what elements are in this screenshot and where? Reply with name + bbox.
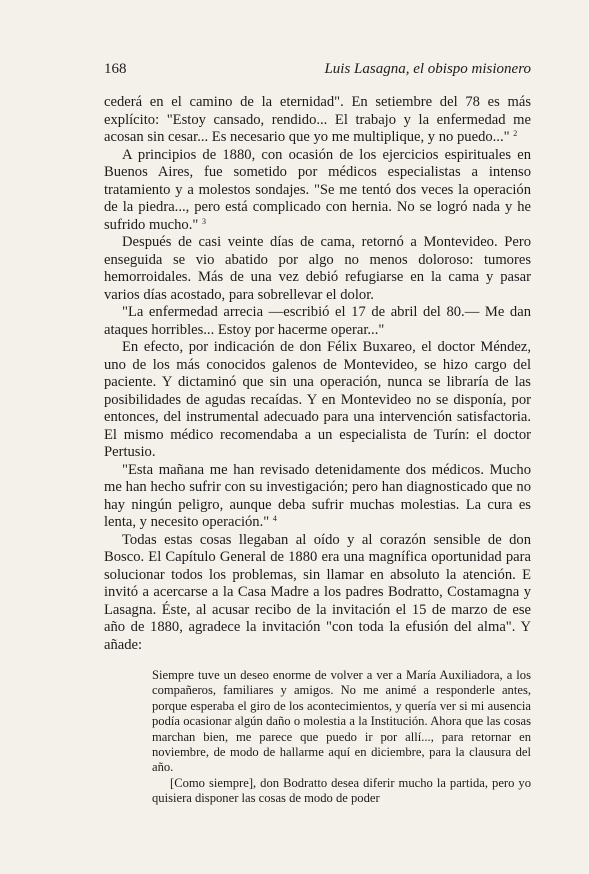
- paragraph: [104, 462, 531, 532]
- page-number: 168: [104, 61, 127, 77]
- paragraph: [104, 339, 531, 462]
- quote-paragraph: [Como siempre], don Bodratto desea diferir mucho la partida, pero yo quisiera disponer las cosas de modo de poder: [152, 775, 531, 806]
- body-text: [104, 94, 531, 654]
- footnote-marker: 2: [513, 129, 518, 138]
- quote-paragraph: Siempre tuve un deseo enorme de volver a ver a María Auxiliadora, a los compañeros, familiares y amigos. No me animé a responderle antes, porque esperaba el giro de los acontecimientos, y quería ver si mi ausencia podía ocasionar algún daño o molestia a la Institución. Ahora que las cosas marchan bien, me parece que puedo ir por allí..., para retornar en noviembre, de modo de hallarme aquí en diciembre, para la clausura del año.: [152, 668, 531, 775]
- paragraph: [104, 234, 531, 304]
- paragraph-text: A principios de 1880, con ocasión de los ejercicios espirituales en Buenos Aires, fue sometido por médicos especialistas a intenso tratamiento y a molestos sondajes. "Se me tentó dos veces la operación de la piedra..., pero está complicado con hernia. No se logró nada y he sufrido mucho.": [104, 146, 531, 233]
- block-quote: [152, 668, 531, 807]
- paragraph-text: Después de casi veinte días de cama, retornó a Montevideo. Pero enseguida se vio abatido por algo no menos doloroso: tumores hemorroidales. Más de una vez debió refugiarse en la cama y pasar varios días acostado, para sobrellevar el dolor.: [104, 234, 531, 303]
- paragraph-text: En efecto, por indicación de don Félix Buxareo, el doctor Méndez, uno de los más conocidos galenos de Montevideo, se hizo cargo del paciente. Y dictaminó que sin una operación, nunca se libraría de las posibilidades de agudas recaídas. Y en Montevideo no se disponía, por entonces, del instrumental adecuado para una intervención satisfactoria. El mismo médico recomendaba a un especialista de Turín: el doctor Pertusio.: [104, 339, 531, 460]
- paragraph-text: Todas estas cosas llegaban al oído y al corazón sensible de don Bosco. El Capítulo General de 1880 era una magnífica oportunidad para solucionar todos los problemas, sin llamar en absoluto la atención. E invitó a acercarse a la Casa Madre a los padres Bodratto, Costamagna y Lasagna. Éste, al acusar recibo de la invitación el 15 de marzo de ese año de 1880, agradece la invitación "con toda la efusión del alma". Y añade:: [104, 531, 531, 653]
- paragraph-text: "Esta mañana me han revisado detenidamente dos médicos. Mucho me han hecho sufrir con su investigación; pero han diagnosticado que no hay ningún peligro, aunque deba sufrir muchas molestias. La cura es lenta, y necesito operación.": [104, 461, 531, 530]
- page-header: [104, 60, 531, 78]
- paragraph: [104, 304, 531, 339]
- running-title: Luis Lasagna, el obispo misionero: [324, 61, 531, 77]
- paragraph-text: "La enfermedad arrecia —escribió el 17 de abril del 80.— Me dan ataques horribles... Estoy por hacerme operar...": [104, 304, 531, 338]
- paragraph-text: cederá en el camino de la eternidad". En setiembre del 78 es más explícito: "Estoy cansado, rendido... El trabajo y la enfermedad me acosan sin cesar... Es necesario que yo me multiplique, y no puedo...": [104, 94, 531, 145]
- paragraph: [104, 94, 531, 147]
- footnote-marker: 4: [272, 514, 277, 523]
- paragraph: [104, 147, 531, 235]
- footnote-marker: 3: [201, 216, 206, 226]
- paragraph: [104, 532, 531, 655]
